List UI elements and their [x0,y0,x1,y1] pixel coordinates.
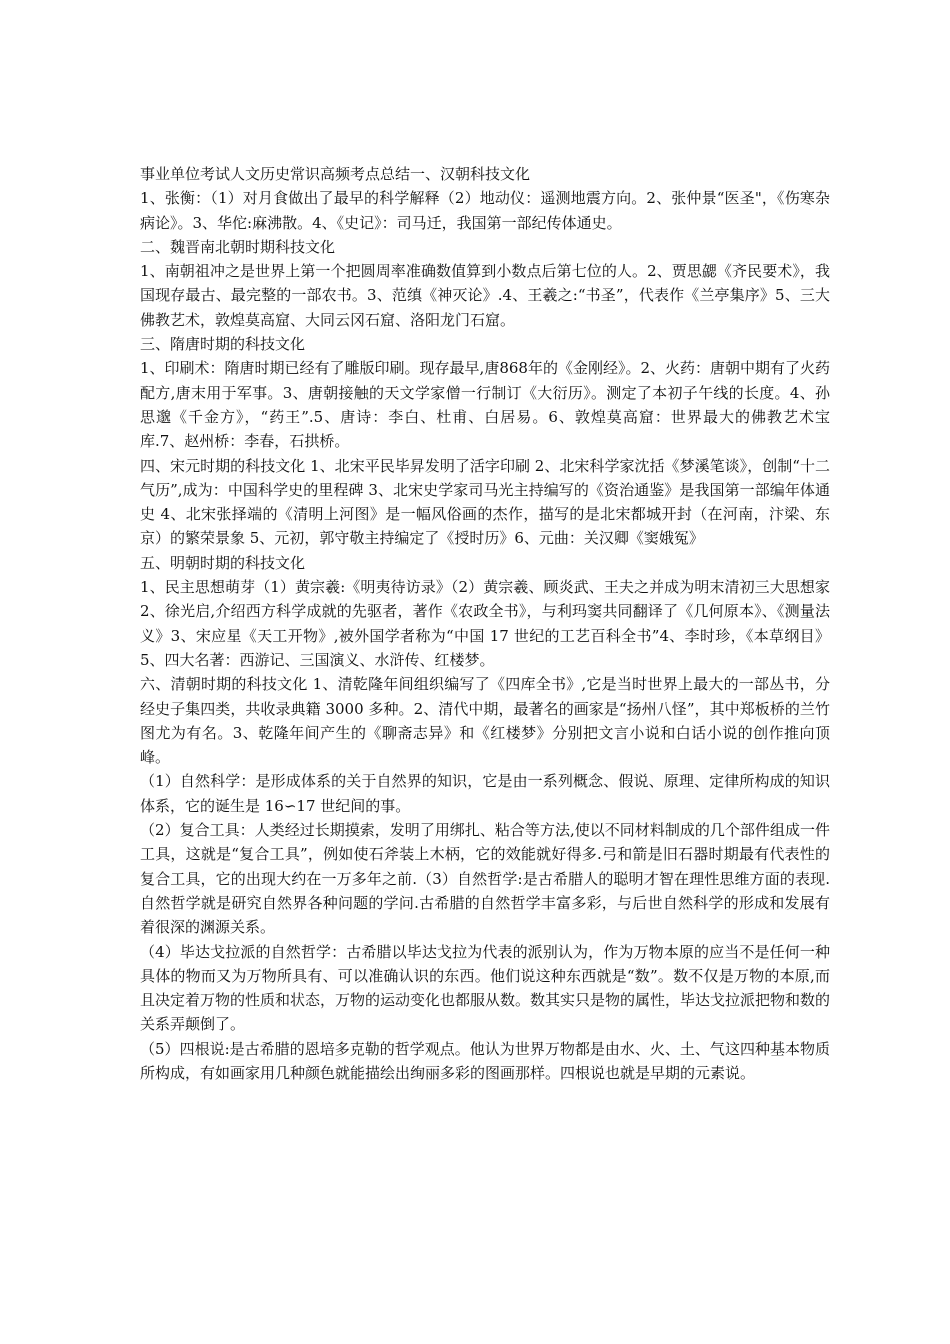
document-body [140,162,830,1085]
paragraph-pythagorean: （4）毕达戈拉派的自然哲学：古希腊以毕达戈拉为代表的派别认为，作为万物本原的应当不是任何一种具体的物而又为万物所具有、可以准确认识的东西。他们说这种东西就是“数”。数不仅是万物的本原,而且决定着万物的性质和状态，万物的运动变化也都服从数。数其实只是物的属性，毕达戈拉派把物和数的关系弄颠倒了。 [140,942,831,1034]
section-heading-wei-jin: 二、魏晋南北朝时期科技文化 [140,237,336,256]
paragraph-ming: 1、民主思想萌芽（1）黄宗羲:《明夷待访录》（2）黄宗羲、顾炎武、王夫之并成为明末清初三大思想家 2、徐光启,介绍西方科学成就的先驱者，著作《农政全书》，与利玛窦共同翻译了《几何原本》、《测量法义》3、宋应星《天工开物》,被外国学者称为“中国 17 世纪的工艺百科全书”4、李时珍，《本草纲目》5、四大名著：西游记、三国演义、水浒传、红楼梦。 [140,578,830,669]
paragraph-sui-tang: 1、印刷术：隋唐时期已经有了雕版印刷。现存最早,唐868年的《金刚经》。2、火药：唐朝中期有了火药配方,唐末用于军事。3、唐朝接触的天文学家僧一行制订《大衍历》。测定了本初子午线的长度。4、孙思邈《千金方》，“药王”.5、唐诗：李白、杜甫、白居易。6、敦煌莫高窟：世界最大的佛教艺术宝库.7、赵州桥：李春，石拱桥。 [140,359,830,451]
paragraph-four-roots: （5）四根说:是古希腊的恩培多克勒的哲学观点。他认为世界万物都是由水、火、土、气这四种基本物质所构成，有如画家用几种颜色就能描绘出绚丽多彩的图画那样。四根说也就是早期的元素说。 [140,1039,830,1082]
document-title: 事业单位考试人文历史常识高频考点总结一、汉朝科技文化 [140,165,531,183]
paragraph-song-yuan: 四、宋元时期的科技文化 1、北宋平民毕昇发明了活字印刷 2、北宋科学家沈括《梦溪笔谈》，创制“十二气历”,成为：中国科学史的里程碑 3、北宋史学家司马光主持编写的《资治通鉴》是我国第一部编年体通史 4、北宋张择端的《清明上河图》是一幅风俗画的杰作，描写的是北宋都城开封（在河南，汴梁、东京）的繁荣景象 5、元初，郭守敬主持编定了《授时历》6、元曲：关汉卿《窦娥冤》 [140,456,830,548]
paragraph-natural-science: （1）自然科学：是形成体系的关于自然界的知识，它是由一系列概念、假说、原理、定律所构成的知识体系，它的诞生是 16∽17 世纪间的事。 [140,772,830,815]
paragraph-wei-jin: 1、南朝祖冲之是世界上第一个把圆周率准确数值算到小数点后第七位的人。2、贾思勰《齐民要术》，我国现存最古、最完整的一部农书。3、范缜《神灭论》.4、王羲之:“书圣”，代表作《兰亭集序》5、三大佛教艺术，敦煌莫高窟、大同云冈石窟、洛阳龙门石窟。 [140,262,830,329]
paragraph-composite-tools: （2）复合工具：人类经过长期摸索，发明了用绑扎、粘合等方法,使以不同材料制成的几个部件组成一件工具，这就是“复合工具”，例如使石斧装上木柄，它的效能就好得多.弓和箭是旧石器时期最有代表性的复合工具，它的出现大约在一万多年之前.（3）自然哲学:是古希腊人的聪明才智在理性思维方面的表现.自然哲学就是研究自然界各种问题的学问.古希腊的自然哲学丰富多彩，与后世自然科学的形成和发展有着很深的渊源关系。 [140,821,830,937]
paragraph-qing: 六、清朝时期的科技文化 1、清乾隆年间组织编写了《四库全书》,它是当时世界上最大的一部丛书，分经史子集四类，共收录典籍 3000 多种。2、清代中期，最著名的画家是“扬州八怪”，其中郑板桥的兰竹图尤为有名。3、乾隆年间产生的《聊斋志异》和《红楼梦》分别把文言小说和白话小说的创作推向顶峰。 [140,675,830,767]
section-heading-sui-tang: 三、隋唐时期的科技文化 [140,335,306,354]
paragraph-han-dynasty: 1、张衡：（1）对月食做出了最早的科学解释（2）地动仪：遥测地震方向。2、张仲景“医圣"，《伤寒杂病论》。3、华佗:麻沸散。4、《史记》：司马迁，我国第一部纪传体通史。 [140,189,830,232]
section-heading-ming: 五、明朝时期的科技文化 [140,553,306,572]
